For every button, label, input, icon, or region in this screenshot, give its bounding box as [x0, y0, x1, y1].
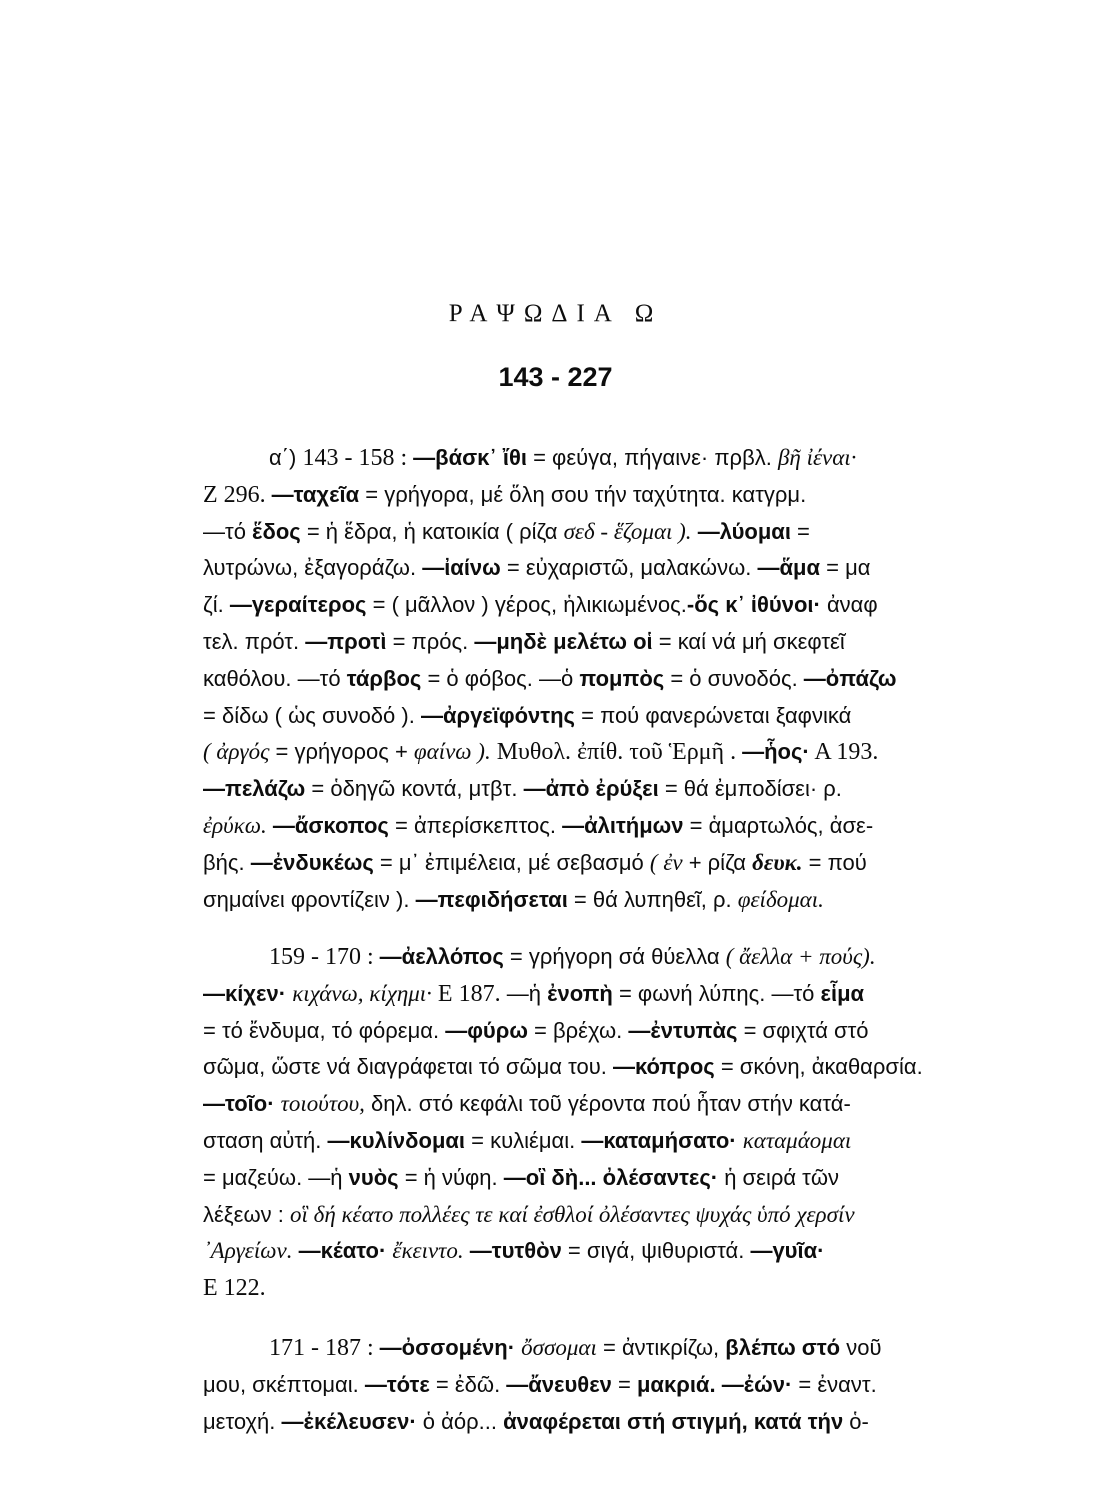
- gloss-text: = πού: [802, 849, 867, 875]
- lemma-term: —ἅμα: [757, 555, 821, 581]
- text-line: [203, 440, 1063, 477]
- gloss-text: = ἡ νύφη.: [398, 1164, 504, 1190]
- gloss-text: Α 193.: [809, 739, 879, 766]
- gloss-text: ἔκειντο.: [392, 1238, 464, 1264]
- gloss-text: = θά λυπηθεῖ, ρ.: [567, 886, 738, 912]
- text-line: [203, 1270, 1063, 1307]
- verse-range-heading: 143 - 227: [498, 362, 613, 392]
- gloss-text: ἐρύκω.: [203, 812, 267, 838]
- lemma-term: —κέατο·: [298, 1238, 387, 1264]
- gloss-text: βής.: [203, 849, 251, 875]
- lemma-term: —ἰαίνω: [422, 555, 501, 581]
- lemma-term: —προτὶ: [305, 628, 387, 654]
- lemma-term: —φύρω: [445, 1017, 528, 1043]
- gloss-text: ὄσσομαι: [521, 1335, 597, 1360]
- gloss-text: = μα: [820, 555, 871, 581]
- gloss-text: 143 - 158 :: [302, 445, 414, 471]
- gloss-text: = κυλιέμαι.: [465, 1127, 582, 1153]
- lemma-term: —ἐντυπὰς: [628, 1017, 738, 1043]
- lemma-term: —ἐών·: [721, 1371, 793, 1397]
- gloss-text: = σιγά, ψιθυριστά.: [561, 1238, 751, 1264]
- gloss-text: = φεύγα, πήγαινε· πρβλ.: [526, 445, 778, 470]
- lemma-term: —ὀσσομένη·: [379, 1335, 516, 1360]
- gloss-text: μου, σκέπτομαι.: [203, 1371, 365, 1397]
- gloss-text: = εὐχαριστῶ, μαλακώνω.: [500, 555, 758, 581]
- gloss-text: τοιούτου,: [280, 1091, 365, 1117]
- gloss-text: = ὁ συνοδός.: [664, 665, 804, 691]
- lemma-term: —ταχεῖα: [271, 481, 360, 507]
- text-line: [203, 514, 1063, 551]
- gloss-text: = γρήγορος +: [269, 739, 414, 765]
- gloss-text: = καί νά μή σκεφτεῖ: [652, 628, 845, 654]
- gloss-text: ὁ-: [843, 1408, 869, 1434]
- gloss-text: α΄): [269, 445, 303, 470]
- text-line: [203, 550, 1063, 587]
- gloss-text: καταμάομαι: [742, 1127, 852, 1153]
- gloss-text: = μαζεύω. —ἡ: [203, 1164, 349, 1190]
- gloss-text: Ε 187.: [431, 980, 501, 1007]
- gloss-text: 159 - 170 :: [269, 944, 380, 970]
- gloss-text: = ἡ ἕδρα, ἡ κατοικία ( ρίζα: [300, 518, 564, 544]
- gloss-text: = ( μᾶλλον ) γέρος, ἡλικιωμένος.: [366, 592, 687, 618]
- text-line: [203, 1233, 1063, 1270]
- lemma-term: ἀναφέρεται στή στιγμή, κατά τήν: [503, 1408, 844, 1434]
- gloss-text: σταση αὐτή.: [203, 1127, 328, 1153]
- text-line: [203, 1160, 1063, 1197]
- gloss-text: σεδ - ἕζομαι ).: [563, 518, 692, 544]
- lemma-term: —ἐκέλευσεν·: [281, 1408, 417, 1434]
- lemma-term: πομπὸς: [579, 665, 665, 691]
- gloss-text: = θά ἐμποδίσει· ρ.: [658, 776, 842, 802]
- gloss-text: =: [790, 518, 810, 544]
- gloss-text: = ὁδηγῶ κοντά, μτβτ.: [305, 776, 524, 802]
- text-line: [203, 771, 1063, 808]
- text-line: [203, 1197, 1063, 1234]
- lemma-term: —λύομαι: [697, 518, 791, 544]
- text-line: [203, 734, 1063, 771]
- text-line: [203, 808, 1063, 845]
- lemma-term: —ἀργεϊφόντης: [420, 702, 575, 728]
- gloss-text: = βρέχω.: [527, 1017, 629, 1043]
- chapter-heading: ΡΑΨΩΔΙΑ Ω: [448, 300, 663, 327]
- gloss-text: =: [611, 1371, 637, 1397]
- gloss-text: νοῦ: [840, 1335, 882, 1360]
- commentary-paragraph-159-170: [203, 939, 1063, 1307]
- gloss-text: οἳ δή κέατο πολλέες τε καί ἐσθλοί ὀλέσαντες ψυχάς ὑπό χερσίν: [289, 1201, 855, 1227]
- gloss-text: = σκόνη, ἀκαθαρσία.: [714, 1054, 923, 1080]
- lemma-term: —οἳ δὴ... ὀλέσαντες·: [503, 1164, 719, 1190]
- gloss-text: Ζ 296.: [203, 481, 272, 508]
- gloss-text: ἡ σειρά τῶν: [718, 1164, 840, 1190]
- gloss-text: —τό: [203, 518, 253, 544]
- text-line: [203, 939, 1063, 976]
- gloss-text: = σφιχτά στό: [737, 1017, 869, 1043]
- text-line: [203, 477, 1063, 514]
- lemma-term: —γυῖα·: [750, 1238, 825, 1264]
- text-line: [203, 882, 1063, 919]
- lemma-term: εἷμα: [820, 980, 865, 1006]
- lemma-term: —πελάζω: [203, 776, 306, 802]
- lemma-term: —ἀπὸ ἐρύξει: [523, 776, 659, 802]
- gloss-text: κιχάνω, κίχημι·: [292, 980, 432, 1006]
- text-line: [203, 845, 1063, 882]
- gloss-text: ζί.: [203, 592, 230, 618]
- text-line: [203, 587, 1063, 624]
- gloss-text: = μ᾽ ἐπιμέλεια, μέ σεβασμό: [373, 849, 650, 875]
- text-line: [203, 624, 1063, 661]
- lemma-term: —μηδὲ μελέτω οἱ: [474, 628, 653, 654]
- lemma-term: —ἀελλόπος: [379, 944, 504, 969]
- text-line: [203, 976, 1063, 1013]
- gloss-text: ( ἀργός: [203, 739, 270, 765]
- gloss-text: = ἐδῶ.: [429, 1371, 507, 1397]
- gloss-text: καθόλου. —τό: [203, 665, 347, 691]
- lemma-term: —κόπρος: [613, 1054, 715, 1080]
- lemma-term: ἐνοπὴ: [547, 980, 613, 1006]
- gloss-text: τελ. πρότ.: [203, 628, 306, 654]
- gloss-text: ᾽Αργείων.: [203, 1238, 293, 1264]
- gloss-text: = τό ἔνδυμα, τό φόρεμα.: [203, 1017, 446, 1043]
- gloss-text: 171 - 187 :: [269, 1335, 380, 1361]
- gloss-text: = ἀντικρίζω,: [596, 1335, 726, 1360]
- lemma-term: —ἐνδυκέως: [250, 849, 374, 875]
- gloss-text: = ὁ φόβος. —ὁ: [421, 665, 580, 691]
- gloss-text: = πού φανερώνεται ξαφνικά: [575, 702, 852, 728]
- gloss-text: ( ἄελλα + πούς).: [725, 944, 876, 969]
- lemma-term: —βάσκ᾽ ἴθι: [413, 445, 527, 470]
- gloss-text: = γρήγορα, μέ ὅλη σου τήν ταχύτητα. κατγρμ.: [359, 481, 807, 507]
- gloss-text: = πρός.: [386, 628, 475, 654]
- lemma-term: —τοῖο·: [203, 1091, 275, 1117]
- text-line: [203, 661, 1063, 698]
- commentary-paragraph-171-187: [203, 1330, 1063, 1440]
- lemma-term: νυὸς: [348, 1164, 399, 1190]
- lemma-term: ἕδος: [252, 518, 301, 544]
- gloss-text: ὁ ἀόρ...: [416, 1408, 504, 1434]
- gloss-text: + ρίζα: [682, 849, 753, 875]
- text-line: [203, 1086, 1063, 1123]
- lemma-term: —κυλίνδομαι: [327, 1127, 466, 1153]
- gloss-text: ( ἐν: [649, 849, 683, 875]
- lemma-term: —τότε: [364, 1371, 430, 1397]
- lemma-term: —κίχεν·: [203, 980, 287, 1006]
- gloss-text: φαίνω ).: [413, 739, 491, 765]
- gloss-text: λέξεων :: [203, 1201, 290, 1227]
- text-line: [203, 1404, 1063, 1441]
- gloss-text: = ἐναντ.: [792, 1371, 877, 1397]
- lemma-term: βλέπω στό: [725, 1335, 841, 1360]
- gloss-text: = ἀπερίσκεπτος.: [388, 812, 563, 838]
- gloss-text: δηλ. στό κεφάλι τοῦ γέροντα πού ἦταν στήν κατά-: [364, 1091, 851, 1117]
- gloss-text: φείδομαι.: [737, 886, 824, 912]
- gloss-text: λυτρώνω, ἐξαγοράζω.: [203, 555, 423, 581]
- gloss-text: Ε 122.: [203, 1275, 266, 1302]
- gloss-text: σημαίνει φροντίζειν ).: [203, 886, 416, 912]
- text-line: [203, 1123, 1063, 1160]
- lemma-term: —ἀλιτήμων: [562, 812, 684, 838]
- lemma-term: —ὀπάζω: [803, 665, 897, 691]
- lemma-term: τάρβος: [346, 665, 422, 691]
- lemma-term: —τυτθὸν: [469, 1238, 562, 1264]
- lemma-term: —πεφιδήσεται: [415, 886, 568, 912]
- lemma-term: δευκ.: [752, 849, 803, 875]
- commentary-paragraph-143-158: [203, 440, 1063, 918]
- gloss-text: —ἡ: [500, 980, 548, 1006]
- gloss-text: = ἁμαρτωλός, ἀσε-: [683, 812, 874, 838]
- gloss-text: Μυθολ. ἐπίθ. τοῦ Ἑρμῆ .: [490, 739, 743, 766]
- lemma-term: —ἄσκοπος: [272, 812, 389, 838]
- lemma-term: -ὅς κ᾽ ἰθύνοι·: [686, 592, 821, 618]
- lemma-term: —γεραίτερος: [229, 592, 367, 618]
- gloss-text: = δίδω ( ὡς συνοδό ).: [203, 702, 421, 728]
- gloss-text: = γρήγορη σά θύελλα: [503, 944, 726, 969]
- gloss-text: μετοχή.: [203, 1408, 282, 1434]
- gloss-text: βῆ ἰέναι·: [777, 445, 857, 470]
- lemma-term: —καταμήσατο·: [581, 1127, 737, 1153]
- lemma-term: —ἧος·: [742, 739, 810, 765]
- gloss-text: ἀναφ: [820, 592, 878, 618]
- lemma-term: —ἄνευθεν: [506, 1371, 612, 1397]
- text-line: [203, 1049, 1063, 1086]
- gloss-text: σῶμα, ὥστε νά διαγράφεται τό σῶμα του.: [203, 1054, 613, 1080]
- text-line: [203, 1367, 1063, 1404]
- gloss-text: = φωνή λύπης. —τό: [612, 980, 821, 1006]
- lemma-term: μακριά.: [636, 1371, 716, 1397]
- text-line: [203, 1013, 1063, 1050]
- text-line: [203, 1330, 1063, 1367]
- text-line: [203, 698, 1063, 735]
